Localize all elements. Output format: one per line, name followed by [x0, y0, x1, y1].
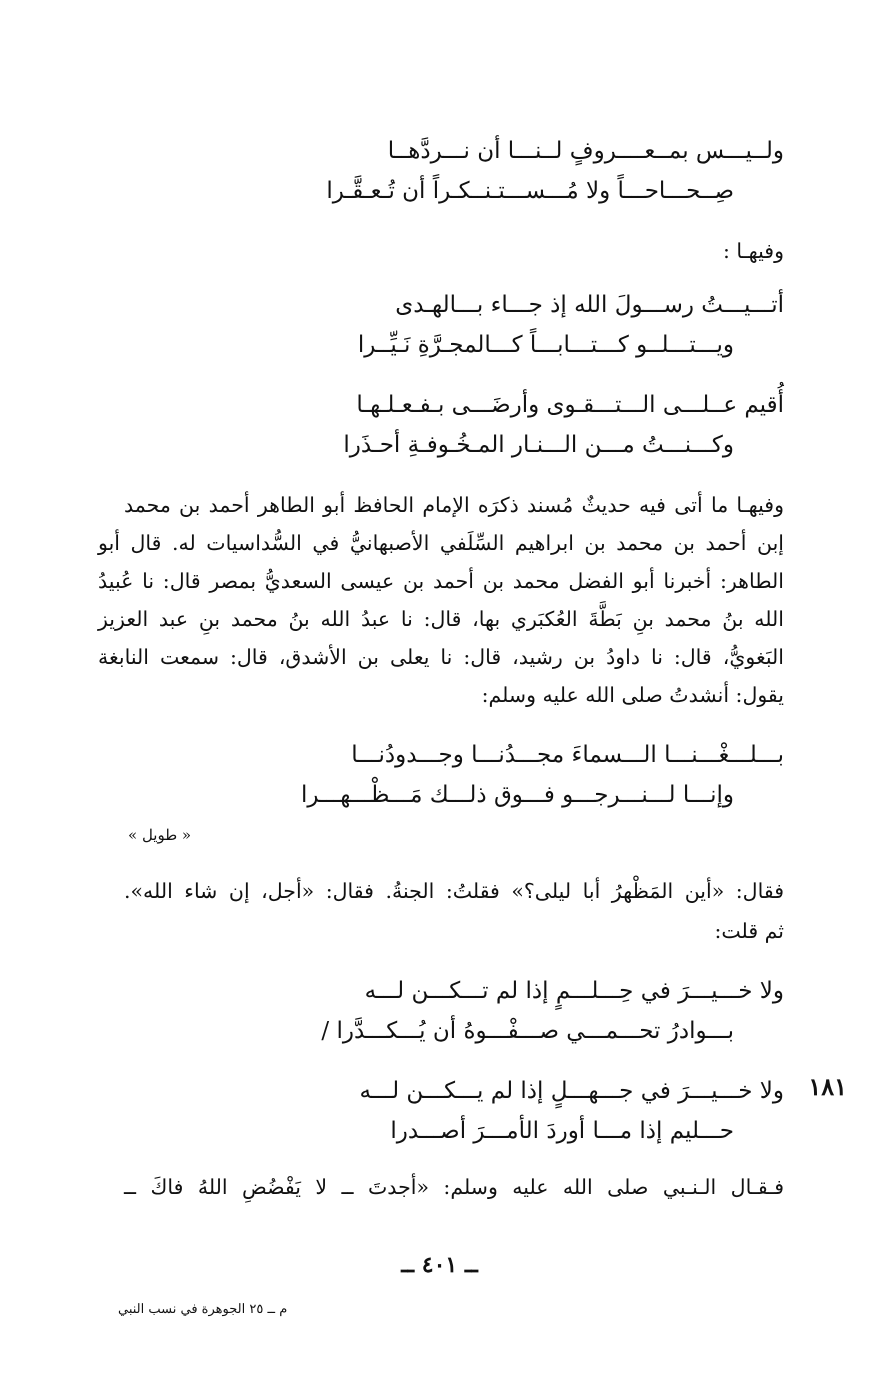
verse-hemistich: أتـــيـــتُ رســـولَ الله إذ جـــاء بـــالهـدى	[395, 292, 784, 318]
verse-hemistich: صِــحـــاحـــاً ولا مُـــســـتـنــكـراً أن تُـعـقَّـرا	[326, 178, 734, 204]
margin-page-marker: ١٨١	[808, 1072, 847, 1101]
prose-line: فـقـال الـنـبي صلى الله عليه وسلم: «أجدتَ ــ لا يَفْضُضِ اللهُ فاكَ ــ	[124, 1175, 784, 1199]
prose-line: وفيهـا ما أتى فيه حديثٌ مُسند ذكرَه الإمام الحافظ أبو الطاهر أحمد بن محمد	[124, 493, 784, 517]
meter-note: « طويل »	[128, 826, 192, 844]
prose-line: يقول: أنشدتُ صلى الله عليه وسلم:	[481, 683, 784, 707]
verse-hemistich: ولــيـــس بمــعــــروفٍ لــنـــا أن نـــردَّهــا	[387, 138, 784, 164]
verse-hemistich: ولا خـــيـــرَ في حِـــلـــمٍ إذا لم تـــكـــن لـــه	[364, 978, 784, 1004]
verse-hemistich: بـــوادرُ تحـــمـــي صـــفْـــوهُ أن يُـــكـــدَّرا /	[321, 1018, 734, 1044]
page-number: ــ ٤٠١ ــ	[401, 1252, 478, 1278]
prose-line: الطاهر: أخبرنا أبو الفضل محمد بن أحمد بن عيسى السعديُّ بمصر قال: نا عُبيدُ	[98, 569, 784, 593]
verse-hemistich: حـــليم إذا مـــا أوردَ الأمـــرَ أصـــدرا	[390, 1118, 734, 1144]
footer-signature: م ــ ٢٥ الجوهرة في نسب النبي	[118, 1302, 288, 1317]
verse-hemistich: أُقيم عــلـــى الـــتـــقـوى وأرضَـــى بـفـعـلـهـا	[356, 392, 784, 418]
prose-line: إبن أحمد بن محمد بن ابراهيم السِّلَفي الأصبهانيُّ في السُّداسيات له. قال أبو	[98, 531, 784, 555]
prose-line: ثم قلت:	[714, 919, 784, 943]
verse-hemistich: وإنـــا لـــنـــرجـــو فـــوق ذلـــك مَـــظْـــهـــرا	[300, 782, 734, 808]
prose-line: فقال: «أين المَظْهرُ أبا ليلى؟» فقلتُ: الجنةُ. فقال: «أجل، إن شاء الله».	[124, 879, 784, 903]
prose-line: الله بنُ محمد بنِ بَطَّةَ العُكبَري بها، قال: نا عبدُ الله بنُ محمد بنِ عبد العزيز	[98, 607, 784, 631]
verse-hemistich: وكـــنـــتُ مـــن الـــنـار المـخُـوفـةِ أحـذَرا	[343, 432, 734, 458]
verse-hemistich: ويـــتـــلــو كـــتـــابـــاً كـــالمجـرَّةِ نَـيِّــرا	[357, 332, 734, 358]
verse-hemistich: ولا خـــيـــرَ في جـــهـــلٍ إذا لم يـــكـــن لـــه	[359, 1078, 784, 1104]
prose-line: البَغويُّ، قال: نا داودُ بن رشيد، قال: نا يعلى بن الأشدق، قال: سمعت النابغة	[98, 645, 784, 669]
section-intro: وفيهـا :	[722, 239, 784, 263]
verse-hemistich: بـــلـــغْـــنـــا الـــسماءَ مجـــدُنـــا وجـــدودُنـــا	[351, 742, 784, 768]
